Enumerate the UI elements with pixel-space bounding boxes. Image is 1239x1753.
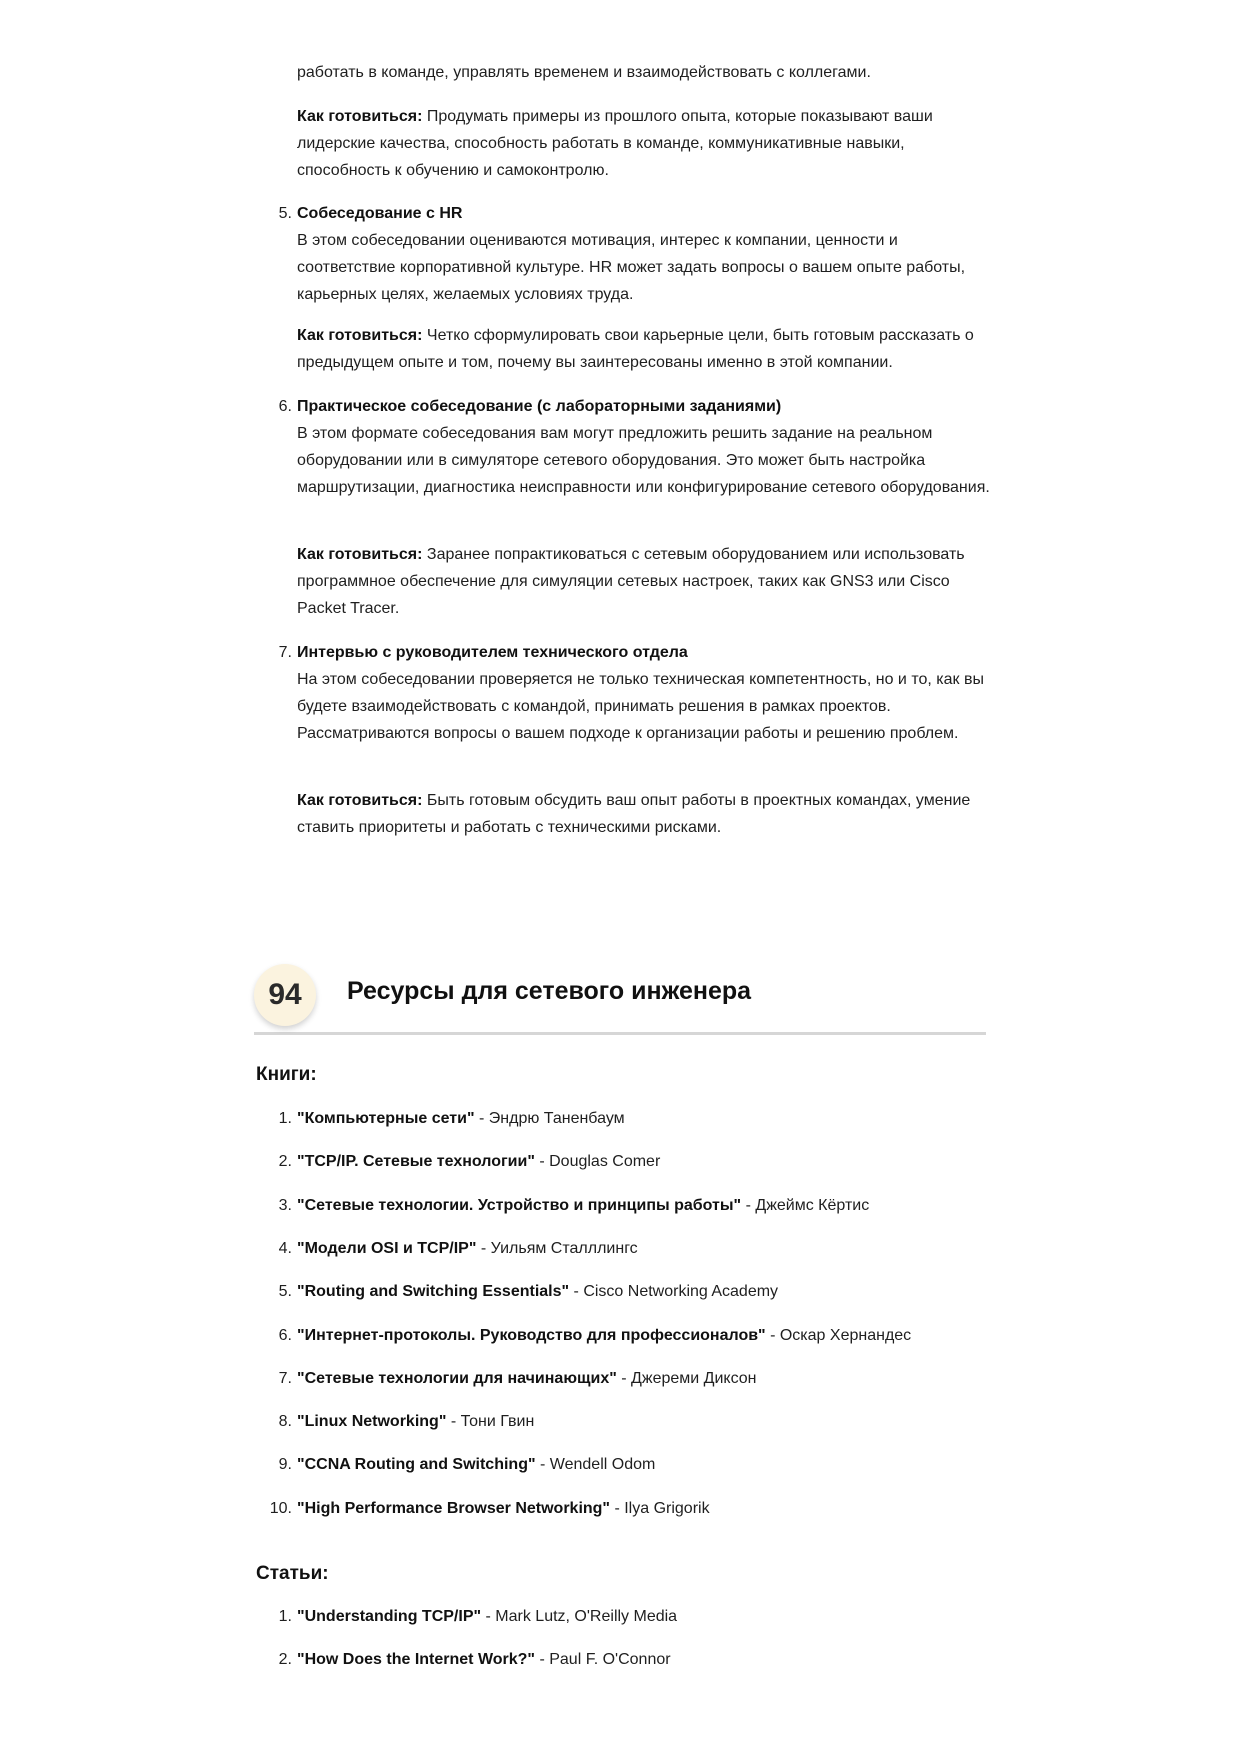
item-title: "Linux Networking" (297, 1413, 447, 1431)
prep-label: Как готовиться: (297, 327, 423, 344)
list-item (297, 1647, 671, 1673)
list-item (297, 1106, 625, 1132)
item-author: - Ilya Grigorik (610, 1499, 710, 1517)
books-heading: Книги: (256, 1064, 317, 1085)
list-item-number: 2. (278, 1153, 292, 1171)
prep-text: Продумать примеры из прошлого опыта, которые показывают ваши лидерские качества, способность работать в команде, коммуникативные навыки, способность к обучению и самоконтролю. (297, 108, 933, 179)
item-author: - Джеймс Кёртис (741, 1196, 870, 1214)
intro-prep (297, 103, 997, 184)
stage-description: В этом собеседовании оцениваются мотивация, интерес к компании, ценности и соответствие корпоративной культуре. HR может задать вопросы о вашем опыте работы, карьерных целях, желаемых условиях труда. (297, 232, 966, 303)
stage-title: Практическое собеседование (с лабораторными заданиями) (297, 398, 782, 415)
stage-number: 5. (278, 205, 292, 222)
item-title: "How Does the Internet Work?" (297, 1651, 536, 1669)
item-author: - Тони Гвин (446, 1413, 535, 1431)
articles-heading: Статьи: (256, 1563, 329, 1584)
item-title: "Сетевые технологии для начинающих" (297, 1369, 617, 1387)
stage-prep (297, 787, 997, 841)
stage-title: Собеседование с HR (297, 205, 463, 222)
item-title: "TCP/IP. Сетевые технологии" (297, 1153, 535, 1171)
item-title: "High Performance Browser Networking" (297, 1499, 611, 1517)
item-author: - Cisco Networking Academy (569, 1283, 779, 1301)
prep-label: Как готовиться: (297, 546, 423, 563)
list-item-number: 8. (278, 1413, 292, 1431)
item-title: "Компьютерные сети" (297, 1110, 475, 1127)
list-item (297, 1452, 655, 1478)
item-title: "Модели OSI и TCP/IP" (297, 1239, 477, 1257)
prep-label: Как готовиться: (297, 108, 423, 125)
list-item-number: 2. (278, 1651, 292, 1669)
prep-text: Четко сформулировать свои карьерные цели, быть готовым рассказать о предыдущем опыте и том, почему вы заинтересованы именно в этой компании. (297, 327, 974, 371)
section-header (254, 960, 986, 1035)
list-item (297, 1279, 778, 1305)
list-item (297, 1323, 911, 1349)
item-author: - Wendell Odom (535, 1456, 656, 1474)
list-item-number: 3. (278, 1196, 292, 1214)
item-title: "Routing and Switching Essentials" (297, 1283, 570, 1301)
section-title: Ресурсы для сетевого инженера (347, 977, 752, 1005)
intro-line: работать в команде, управлять временем и взаимодействовать с коллегами. (297, 64, 871, 81)
stage-number: 7. (278, 644, 292, 661)
stage-item (297, 393, 997, 501)
item-author: - Эндрю Таненбаум (474, 1110, 625, 1127)
item-title: "Сетевые технологии. Устройство и принципы работы" (297, 1196, 742, 1214)
list-item-number: 10. (269, 1499, 292, 1517)
stage-prep (297, 322, 997, 376)
section-number-badge: 94 (254, 964, 316, 1026)
list-item-number: 6. (278, 1326, 292, 1344)
prep-text: Быть готовым обсудить ваш опыт работы в проектных командах, умение ставить приоритеты и работать с техническими рисками. (297, 792, 971, 836)
item-author: - Джереми Диксон (616, 1369, 757, 1387)
list-item (297, 1496, 710, 1522)
item-title: "Интернет-протоколы. Руководство для профессионалов" (297, 1326, 766, 1344)
list-item (297, 1409, 534, 1435)
stage-description: На этом собеседовании проверяется не только техническая компетентность, но и то, как вы будете взаимодействовать с командой, принимать решения в рамках проектов. Рассматриваются вопросы о вашем подходе к организации работы и решению проблем. (297, 671, 984, 742)
stage-description: В этом формате собеседования вам могут предложить решить задание на реальном оборудовании или в симуляторе сетевого оборудования. Это может быть настройка маршрутизации, диагностика неисправности или конфигурирование сетевого оборудования. (297, 425, 990, 496)
prep-text: Заранее попрактиковаться с сетевым оборудованием или использовать программное обеспечение для симуляции сетевых настроек, таких как GNS3 или Cisco Packet Tracer. (297, 546, 965, 617)
list-item (297, 1366, 757, 1392)
list-item (297, 1236, 638, 1262)
list-item-number: 4. (278, 1239, 292, 1257)
list-item-number: 5. (278, 1283, 292, 1301)
list-item (297, 1604, 677, 1630)
item-author: - Douglas Comer (534, 1153, 661, 1171)
item-author: - Уильям Сталллингс (476, 1239, 638, 1257)
stage-item (297, 200, 997, 308)
stage-item (297, 639, 997, 747)
list-item-number: 9. (278, 1456, 292, 1474)
list-item-number: 1. (278, 1110, 292, 1127)
list-item (297, 1193, 869, 1219)
prep-label: Как готовиться: (297, 792, 423, 809)
list-item (297, 1149, 660, 1175)
item-title: "CCNA Routing and Switching" (297, 1456, 536, 1474)
stage-number: 6. (278, 398, 292, 415)
item-author: - Paul F. O'Connor (535, 1651, 671, 1669)
item-title: "Understanding TCP/IP" (297, 1608, 482, 1625)
stage-prep (297, 541, 997, 622)
list-item-number: 7. (278, 1369, 292, 1387)
item-author: - Оскар Хернандес (765, 1326, 912, 1344)
stage-title: Интервью с руководителем технического отдела (297, 644, 688, 661)
item-author: - Mark Lutz, O'Reilly Media (481, 1608, 678, 1625)
list-item-number: 1. (278, 1608, 292, 1625)
